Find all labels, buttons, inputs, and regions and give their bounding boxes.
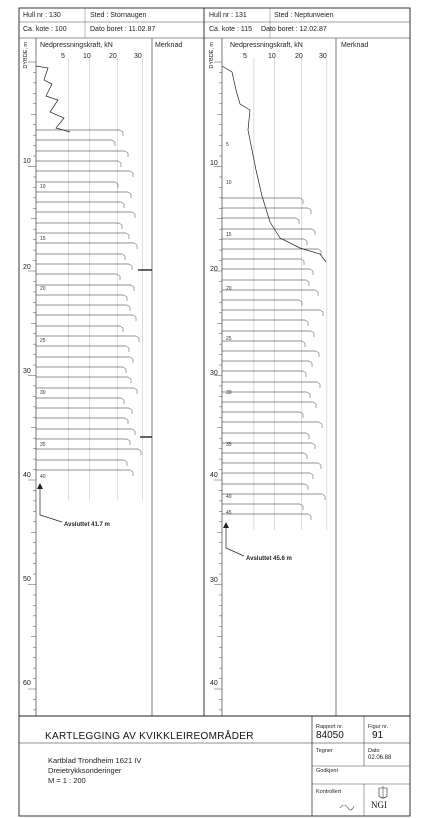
right-row-hook-1 (308, 208, 311, 214)
left-end-arrowhead (37, 483, 43, 489)
right-row-hook-15 (316, 351, 319, 357)
left-mini-label-0: 10 (40, 184, 46, 190)
left-row-hook-3 (118, 161, 121, 167)
right-row-hook-23 (306, 433, 309, 439)
right-mini-label-0: 5 (226, 142, 229, 148)
left-row-hook-2 (125, 151, 128, 157)
drawing-scale: M = 1 : 200 (48, 776, 86, 785)
right-depth-40: 40 (210, 472, 218, 479)
right-row-hook-16 (309, 361, 312, 367)
left-mini-label-1: 15 (40, 236, 46, 242)
right-row-hook-19 (307, 392, 310, 398)
right-end-pointer (226, 528, 244, 556)
drawn-by-label: Tegner (316, 748, 333, 754)
right-row-hook-30 (300, 504, 303, 510)
left-row-hook-13 (129, 264, 132, 270)
right-mini-label-1: 10 (226, 180, 232, 186)
right-row-hook-28 (305, 484, 308, 490)
right-row-hook-26 (318, 463, 321, 469)
right-end-arrowhead (223, 522, 229, 528)
right-row-hook-25 (304, 453, 307, 459)
left-tick-20: 20 (109, 53, 117, 60)
left-mini-label-3: 25 (40, 338, 46, 344)
right-row-hook-18 (317, 382, 320, 388)
right-row-hook-27 (310, 473, 313, 479)
left-end-pointer (40, 489, 62, 522)
right-tick-10: 10 (268, 53, 276, 60)
right-row-hook-4 (304, 239, 307, 245)
right-row-hook-12 (305, 320, 308, 326)
left-depth-60: 60 (23, 680, 31, 687)
right-force-label: Nedpressningskraft, kN (230, 42, 303, 49)
outer-frame (19, 8, 410, 816)
left-row-hook-22 (130, 357, 133, 363)
left-row-hook-7 (121, 202, 124, 208)
right-row-hook-31 (308, 514, 311, 520)
right-tick-5: 5 (243, 53, 247, 60)
left-row-hook-9 (119, 223, 122, 229)
left-row-hook-14 (117, 274, 120, 280)
left-hull-number: Hull nr : 130 (23, 12, 61, 19)
left-mini-label-6: 40 (40, 474, 46, 480)
right-mini-label-3: 20 (226, 286, 232, 292)
left-row-hook-18 (133, 315, 136, 321)
right-row-hook-2 (296, 218, 299, 224)
report-number-label: Rapport nr. (316, 724, 344, 730)
left-row-hook-23 (123, 367, 126, 373)
right-site-name: Sted : Neptunveien (274, 12, 334, 19)
right-mini-label-5: 30 (226, 390, 232, 396)
right-row-hook-6 (301, 259, 304, 265)
right-depth-10: 10 (210, 160, 218, 167)
sounding-type: Dreietrykksonderinger (48, 766, 122, 775)
left-site-name: Sted : Stornaugen (90, 12, 147, 19)
right-row-hook-8 (306, 280, 309, 286)
right-mini-label-7: 40 (226, 494, 232, 500)
left-depth-20: 20 (23, 264, 31, 271)
right-elevation: Ca. kote : 115 (209, 26, 253, 33)
left-row-hook-32 (124, 460, 127, 466)
left-mini-label-2: 20 (40, 286, 46, 292)
right-depth-30: 30 (210, 370, 218, 377)
left-tick-5: 5 (61, 53, 65, 60)
right-row-hook-3 (312, 229, 315, 235)
left-row-hook-10 (126, 233, 129, 239)
left-row-hook-5 (115, 182, 118, 188)
report-number: 84050 (316, 730, 344, 741)
right-hull-number: Hull nr : 131 (209, 12, 247, 19)
figure-number-label: Figur nr. (368, 724, 389, 730)
right-row-hook-13 (311, 331, 314, 337)
left-row-hook-30 (127, 439, 130, 445)
left-row-hook-25 (134, 388, 137, 394)
figure-number: 91 (372, 730, 384, 741)
right-mini-label-8: 45 (226, 510, 232, 516)
left-row-hook-29 (132, 429, 135, 435)
right-depth-axis-label: DYBDE, m (209, 42, 215, 69)
date-value: 02.06.88 (368, 755, 392, 761)
left-row-hook-33 (130, 470, 133, 476)
right-row-hook-11 (320, 310, 323, 316)
right-depth-50: 30 (210, 577, 218, 584)
left-row-hook-15 (131, 285, 134, 291)
left-tick-30: 30 (134, 53, 142, 60)
left-tick-10: 10 (83, 53, 91, 60)
right-row-hook-22 (319, 422, 322, 428)
right-row-hook-10 (299, 300, 302, 306)
right-row-hook-17 (303, 371, 306, 377)
ngi-logo-text: NGI (371, 800, 387, 810)
left-mini-label-4: 30 (40, 390, 46, 396)
right-end-note: Avsluttet 45.6 m (246, 556, 292, 562)
left-end-note: Avsluttet 41.7 m (64, 522, 110, 528)
map-sheet: Kartblad Trondheim 1621 IV (48, 756, 142, 765)
left-force-label: Nedpressningskraft, kN (40, 42, 113, 49)
right-row-hook-24 (312, 443, 315, 449)
left-row-hook-6 (128, 192, 131, 198)
right-row-hook-9 (315, 290, 318, 296)
left-row-hook-17 (127, 305, 130, 311)
left-row-hook-24 (128, 377, 131, 383)
right-mini-label-2: 15 (226, 232, 232, 238)
left-drill-date: Dato boret : 11.02.87 (90, 26, 156, 33)
right-mini-label-4: 25 (226, 336, 232, 342)
right-depth-60: 40 (210, 680, 218, 687)
left-depth-10: 10 (23, 158, 31, 165)
left-depth-40: 40 (23, 472, 31, 479)
signature-mark (340, 805, 354, 810)
right-tick-20: 20 (295, 53, 303, 60)
right-depth-20: 20 (210, 266, 218, 273)
left-row-hook-28 (125, 418, 128, 424)
left-row-hook-4 (130, 171, 133, 177)
left-depth-50: 50 (23, 576, 31, 583)
right-shallow-profile (222, 66, 326, 262)
right-row-hook-0 (300, 198, 303, 204)
left-row-hook-12 (122, 254, 125, 260)
left-row-hook-11 (134, 243, 137, 249)
left-shallow-profile (36, 66, 70, 132)
right-row-hook-14 (302, 341, 305, 347)
right-row-hook-21 (300, 412, 303, 418)
left-depth-axis-label: DYBDE, m (23, 42, 29, 69)
right-row-hook-29 (322, 494, 325, 500)
left-row-hook-26 (121, 398, 124, 404)
left-row-hook-0 (120, 130, 123, 136)
right-row-hook-7 (310, 269, 313, 275)
left-row-hook-20 (136, 336, 139, 342)
left-remark-label: Merknad (155, 42, 183, 49)
right-drill-date: Dato boret : 12.02.87 (261, 26, 327, 33)
left-row-hook-27 (129, 408, 132, 414)
left-depth-30: 30 (23, 368, 31, 375)
drawing-title: KARTLEGGING AV KVIKKLEIREOMRÅDER (45, 731, 254, 742)
right-mini-label-6: 35 (226, 442, 232, 448)
left-elevation: Ca. kote : 100 (23, 26, 67, 33)
date-label: Dato (368, 748, 380, 754)
checked-label: Kontrollert (316, 789, 342, 795)
left-row-hook-21 (126, 346, 129, 352)
left-row-hook-1 (112, 140, 115, 146)
right-row-hook-20 (313, 402, 316, 408)
left-row-hook-31 (138, 449, 141, 455)
left-row-hook-19 (120, 326, 123, 332)
left-row-hook-8 (132, 212, 135, 218)
approved-label: Godkjent (316, 768, 339, 774)
right-tick-30: 30 (319, 53, 327, 60)
left-mini-label-5: 35 (40, 442, 46, 448)
right-remark-label: Merknad (341, 42, 369, 49)
left-row-hook-16 (124, 295, 127, 301)
